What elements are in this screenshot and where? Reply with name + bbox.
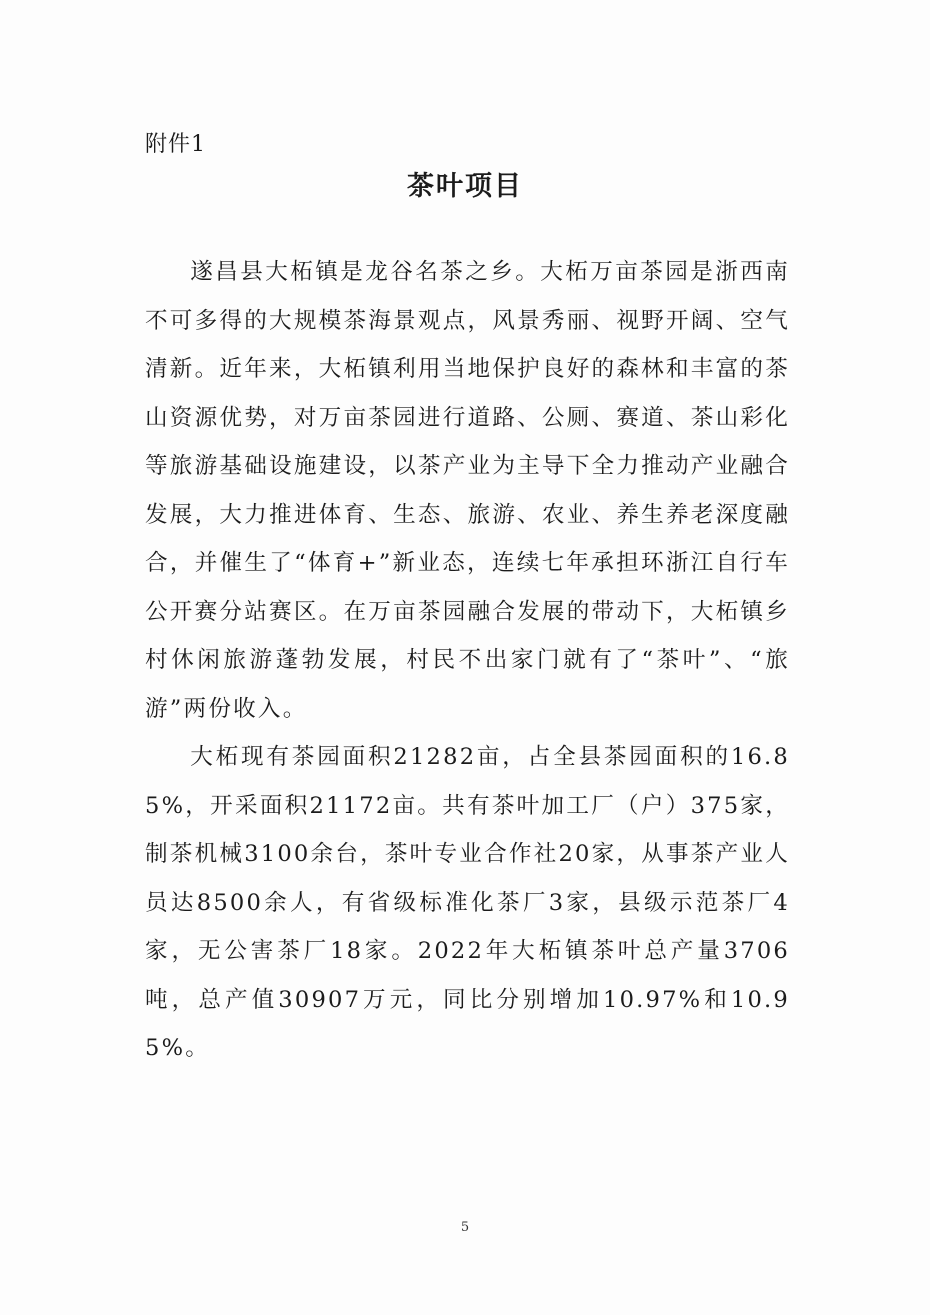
paragraph-statistics: 大柘现有茶园面积21282亩，占全县茶园面积的16.85%，开采面积21172亩。共有茶叶加工厂（户）375家，制茶机械3100余台，茶叶专业合作社20家，从事茶产业人员达8500余人，有省级标准化茶厂3家，县级示范茶厂4家，无公害茶厂18家。2022年大柘镇茶叶总产量3706吨，总产值30907万元，同比分别增加10.97%和10.95%。 bbox=[145, 744, 790, 1061]
paragraph-intro: 遂昌县大柘镇是龙谷名茶之乡。大柘万亩茶园是浙西南不可多得的大规模茶海景观点，风景秀丽、视野开阔、空气清新。近年来，大柘镇利用当地保护良好的森林和丰富的茶山资源优势，对万亩茶园进行道路、公厕、赛道、茶山彩化等旅游基础设施建设，以茶产业为主导下全力推动产业融合发展，大力推进体育、生态、旅游、农业、养生养老深度融合，并催生了“体育+”新业态，连续七年承担环浙江自行车公开赛分站赛区。在万亩茶园融合发展的带动下，大柘镇乡村休闲旅游蓬勃发展，村民不出家门就有了“茶叶”、“旅游”两份收入。 bbox=[145, 259, 790, 722]
document-title: 茶叶项目 bbox=[407, 171, 523, 202]
document-body bbox=[145, 248, 790, 1073]
attachment-label: 附件1 bbox=[145, 132, 206, 157]
page-number: 5 bbox=[460, 1220, 470, 1235]
